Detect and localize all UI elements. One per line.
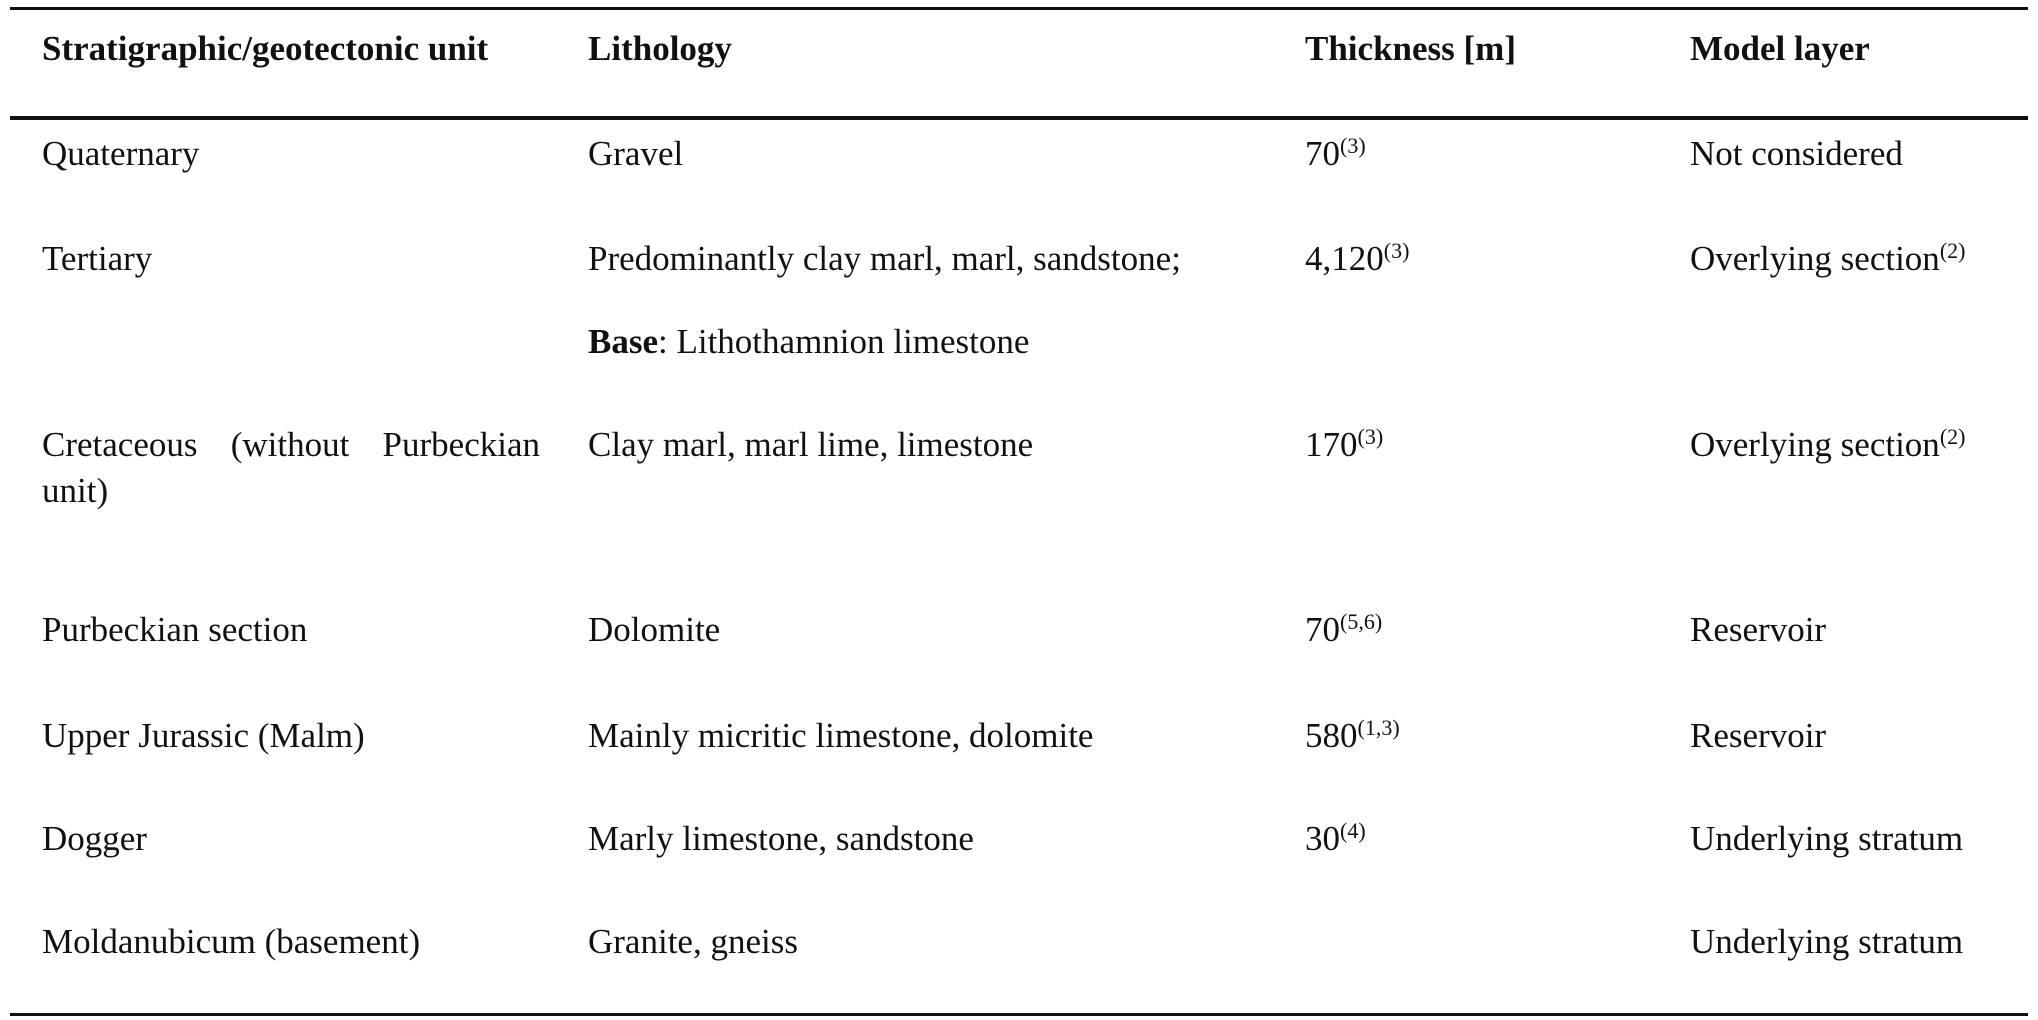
thickness-value: 580 xyxy=(1305,716,1358,755)
cell-model-layer xyxy=(1690,131,1903,177)
cell-thickness xyxy=(1305,236,1409,282)
cell-lithology: Granite, gneiss xyxy=(588,922,798,961)
base-text: Lithothamnion limestone xyxy=(676,322,1030,361)
header-thickness: Thickness [m] xyxy=(1305,29,1516,68)
model-layer-value: Overlying section xyxy=(1690,425,1940,464)
thickness-value: 30 xyxy=(1305,819,1340,858)
header-unit: Stratigraphic/geotectonic unit xyxy=(42,29,489,68)
cell-model-layer xyxy=(1690,236,1965,282)
cell-thickness xyxy=(1305,713,1400,759)
cell-thickness xyxy=(1305,816,1366,862)
cell-model-layer xyxy=(1690,607,1826,653)
cell-unit: Quaternary xyxy=(42,134,200,173)
thickness-note: (3) xyxy=(1357,424,1384,449)
model-layer-note: (2) xyxy=(1939,238,1966,263)
model-layer-value: Overlying section xyxy=(1690,239,1940,278)
cell-thickness xyxy=(1305,131,1366,177)
cell-unit: Moldanubicum (basement) xyxy=(42,922,421,961)
cell-unit: Purbeckian section xyxy=(42,610,308,649)
header-lithology: Lithology xyxy=(588,29,732,68)
cell-model-layer xyxy=(1690,816,1963,862)
cell-unit: Tertiary xyxy=(42,239,153,278)
table-top-rule xyxy=(10,7,2028,10)
thickness-note: (3) xyxy=(1340,133,1366,158)
thickness-note: (5,6) xyxy=(1340,609,1383,634)
cell-lithology: Predominantly clay marl, marl, sandstone; xyxy=(588,239,1181,278)
cell-thickness xyxy=(1305,422,1383,468)
cell-lithology: Marly limestone, sandstone xyxy=(588,819,974,858)
thickness-note: (1,3) xyxy=(1357,715,1400,740)
cell-lithology: Clay marl, marl lime, limestone xyxy=(588,425,1034,464)
cell-unit: Cretaceous (without Purbeckian unit) xyxy=(42,425,540,510)
model-layer-value: Not considered xyxy=(1690,134,1903,173)
cell-thickness xyxy=(1305,607,1382,653)
thickness-value: 70 xyxy=(1305,610,1340,649)
model-layer-value: Underlying stratum xyxy=(1690,819,1964,858)
cell-model-layer xyxy=(1690,919,1963,965)
model-layer-value: Underlying stratum xyxy=(1690,922,1964,961)
thickness-note: (4) xyxy=(1340,818,1366,843)
cell-lithology-base xyxy=(588,319,1029,365)
thickness-value: 170 xyxy=(1305,425,1358,464)
model-layer-value: Reservoir xyxy=(1690,610,1827,649)
cell-unit: Upper Jurassic (Malm) xyxy=(42,716,365,755)
header-model-layer: Model layer xyxy=(1690,29,1870,68)
header-rule xyxy=(10,116,2028,120)
cell-model-layer xyxy=(1690,713,1826,759)
base-label: Base xyxy=(588,322,658,361)
cell-lithology: Mainly micritic limestone, dolomite xyxy=(588,716,1094,755)
model-layer-value: Reservoir xyxy=(1690,716,1827,755)
cell-lithology: Dolomite xyxy=(588,610,721,649)
base-separator: : xyxy=(658,322,668,361)
cell-unit: Dogger xyxy=(42,819,147,858)
table-bottom-rule xyxy=(10,1013,2028,1016)
cell-lithology: Gravel xyxy=(588,134,684,173)
thickness-value: 4,120 xyxy=(1305,239,1384,278)
thickness-value: 70 xyxy=(1305,134,1340,173)
model-layer-note: (2) xyxy=(1939,424,1966,449)
thickness-note: (3) xyxy=(1383,238,1410,263)
cell-model-layer xyxy=(1690,422,1965,468)
